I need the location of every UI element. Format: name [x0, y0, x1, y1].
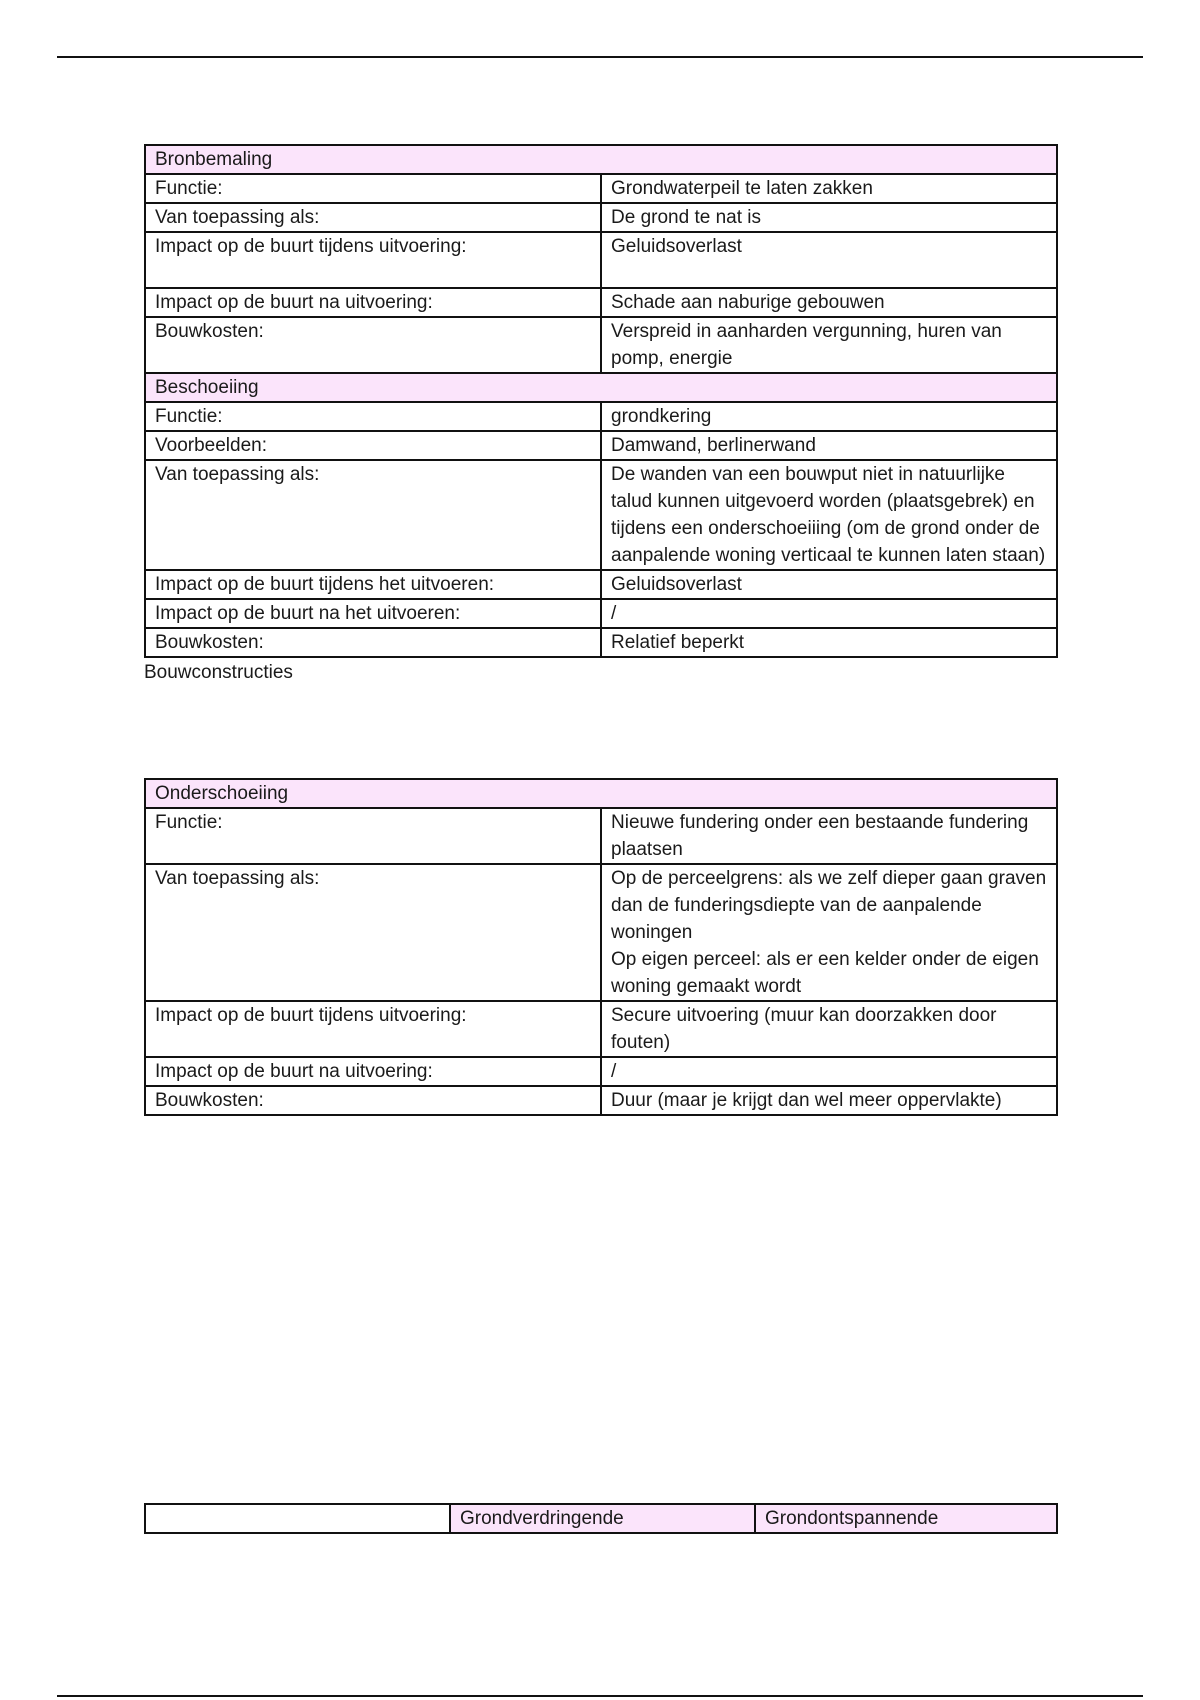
page-top-rule: [57, 56, 1143, 58]
row-label: Functie:: [145, 402, 601, 431]
row-value: /: [601, 1057, 1057, 1086]
row-value: [601, 864, 1057, 1001]
section-caption: Bouwconstructies: [144, 662, 293, 683]
row-label: Voorbeelden:: [145, 431, 601, 460]
row-label: Bouwkosten:: [145, 1086, 601, 1115]
row-value: Verspreid in aanharden vergunning, huren van pomp, energie: [601, 317, 1057, 373]
value-paragraph: Op de perceelgrens: als we zelf dieper gaan graven dan de funderingsdiepte van de aanpalende woningen: [611, 868, 1047, 943]
row-label: Impact op de buurt na uitvoering:: [145, 1057, 601, 1086]
row-value: Duur (maar je krijgt dan wel meer oppervlakte): [601, 1086, 1057, 1115]
row-label: Impact op de buurt na uitvoering:: [145, 288, 601, 317]
table-row: [145, 232, 1057, 288]
table-row: [145, 570, 1057, 599]
table-row: [145, 402, 1057, 431]
row-label: Bouwkosten:: [145, 628, 601, 657]
row-label: Impact op de buurt na het uitvoeren:: [145, 599, 601, 628]
row-label: Impact op de buurt tijdens het uitvoeren:: [145, 570, 601, 599]
table-row: [145, 808, 1057, 864]
table-bronbemaling: [144, 144, 1058, 686]
row-label: Bouwkosten:: [145, 317, 601, 373]
table-title: Onderschoeiing: [145, 779, 1057, 808]
row-value: Schade aan naburige gebouwen: [601, 288, 1057, 317]
row-value: Geluidsoverlast: [601, 232, 1057, 288]
page-bottom-rule: [57, 1695, 1143, 1697]
row-label: Van toepassing als:: [145, 864, 601, 1001]
table-row: [145, 431, 1057, 460]
row-label: Impact op de buurt tijdens uitvoering:: [145, 1001, 601, 1057]
row-value: De grond te nat is: [601, 203, 1057, 232]
table-row: [145, 317, 1057, 373]
table-row: [145, 203, 1057, 232]
empty-cell: [145, 1504, 450, 1533]
table-row: [145, 1001, 1057, 1057]
value-paragraph: Op eigen perceel: als er een kelder onder de eigen woning gemaakt wordt: [611, 949, 1039, 997]
table-title: Bronbemaling: [145, 145, 1057, 174]
table-title: Beschoeiing: [145, 373, 1057, 402]
column-header-grondverdringende: Grondverdringende: [450, 1504, 755, 1533]
row-label: Impact op de buurt tijdens uitvoering:: [145, 232, 601, 288]
row-value: /: [601, 599, 1057, 628]
row-value: Geluidsoverlast: [601, 570, 1057, 599]
row-value: Relatief beperkt: [601, 628, 1057, 657]
table-row: [145, 628, 1057, 657]
row-value: Grondwaterpeil te laten zakken: [601, 174, 1057, 203]
table-row: [145, 1504, 1057, 1533]
table-comparison: [144, 1503, 1058, 1534]
table-row: [145, 599, 1057, 628]
row-value: Secure uitvoering (muur kan doorzakken door fouten): [601, 1001, 1057, 1057]
table-row: [145, 288, 1057, 317]
row-value: Damwand, berlinerwand: [601, 431, 1057, 460]
table-onderschoeiing: [144, 778, 1058, 1116]
row-value: De wanden van een bouwput niet in natuurlijke talud kunnen uitgevoerd worden (plaatsgebrek) en tijdens een onderschoeiiing (om de grond onder de aanpalende woning verticaal te kunnen laten staan): [601, 460, 1057, 570]
table-row: [145, 864, 1057, 1001]
column-header-grondontspannende: Grondontspannende: [755, 1504, 1057, 1533]
row-label: Van toepassing als:: [145, 460, 601, 570]
row-label: Functie:: [145, 174, 601, 203]
table-row: [145, 1086, 1057, 1115]
table-row: [145, 174, 1057, 203]
row-value: grondkering: [601, 402, 1057, 431]
table-row: [145, 460, 1057, 570]
row-value: Nieuwe fundering onder een bestaande fundering plaatsen: [601, 808, 1057, 864]
row-label: Van toepassing als:: [145, 203, 601, 232]
table-row: [145, 1057, 1057, 1086]
row-label: Functie:: [145, 808, 601, 864]
